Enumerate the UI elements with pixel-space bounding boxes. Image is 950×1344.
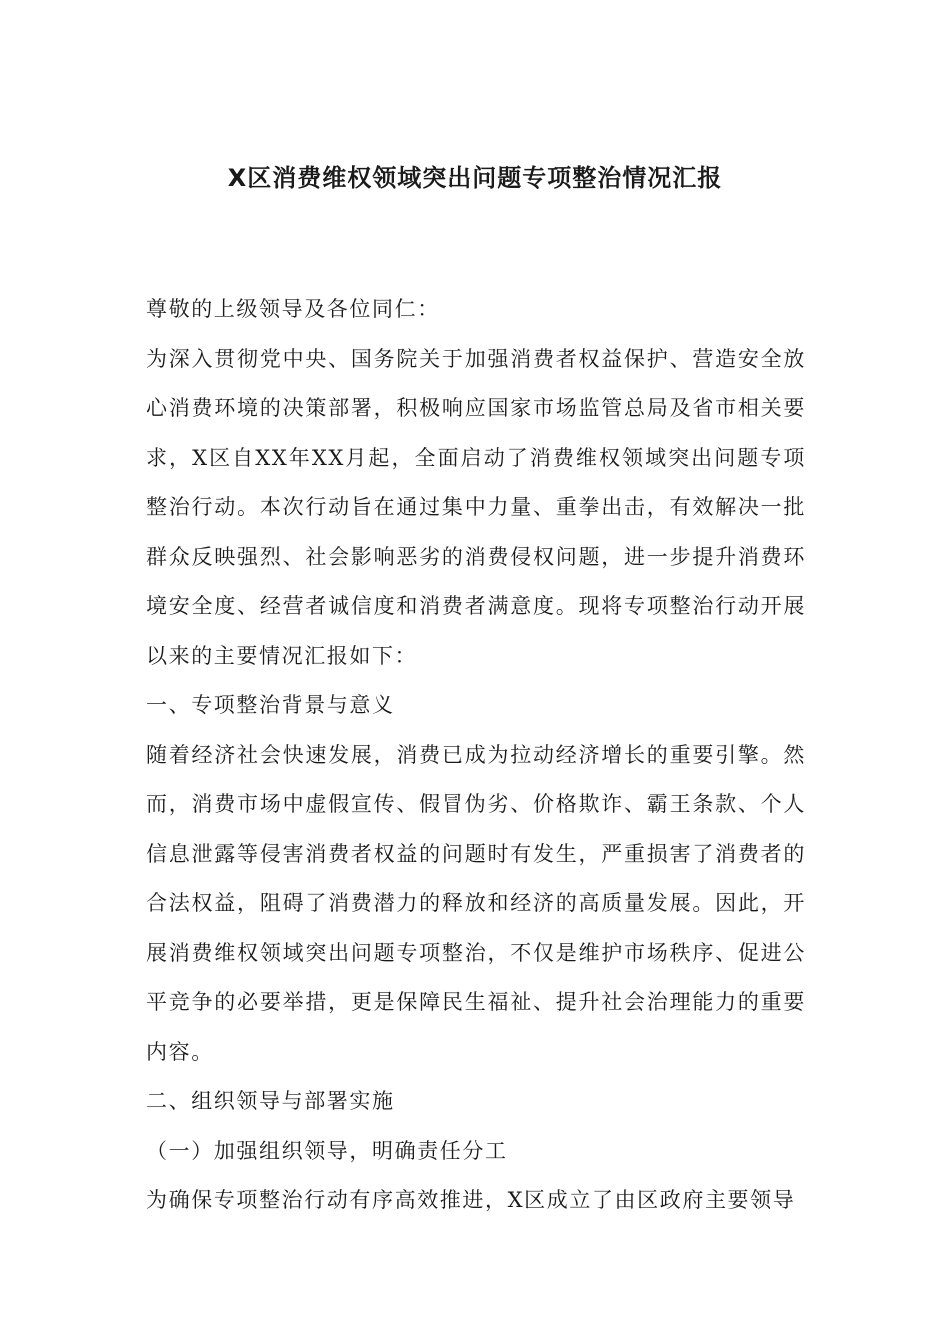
document-body — [146, 285, 806, 1226]
section-1-paragraph: 随着经济社会快速发展，消费已成为拉动经济增长的重要引擎。然而，消费市场中虚假宣传、假冒伪劣、价格欺诈、霸王条款、个人信息泄露等侵害消费者权益的问题时有发生，严重损害了消费者的合法权益，阻碍了消费潜力的释放和经济的高质量发展。因此，开展消费维权领域突出问题专项整治，不仅是维护市场秩序、促进公平竞争的必要举措，更是保障民生福祉、提升社会治理能力的重要内容。 — [146, 742, 806, 1064]
intro-paragraph: 为深入贯彻党中央、国务院关于加强消费者权益保护、营造安全放心消费环境的决策部署，积极响应国家市场监管总局及省市相关要求，X区自XX年XX月起，全面启动了消费维权领域突出问题专项整治行动。本次行动旨在通过集中力量、重拳出击，有效解决一批群众反映强烈、社会影响恶劣的消费侵权问题，进一步提升消费环境安全度、经营者诚信度和消费者满意度。现将专项整治行动开展以来的主要情况汇报如下： — [146, 346, 806, 668]
document-title: X区消费维权领域突出问题专项整治情况汇报 — [227, 164, 723, 192]
section-2-heading: 二、组织领导与部署实施 — [146, 1089, 395, 1113]
subsection-1-heading: （一）加强组织领导，明确责任分工 — [146, 1138, 508, 1163]
salutation: 尊敬的上级领导及各位同仁： — [146, 297, 440, 321]
section-1-heading: 一、专项整治背景与意义 — [146, 693, 395, 717]
subsection-1-paragraph: 为确保专项整治行动有序高效推进，X区成立了由区政府主要领导 — [146, 1188, 796, 1212]
